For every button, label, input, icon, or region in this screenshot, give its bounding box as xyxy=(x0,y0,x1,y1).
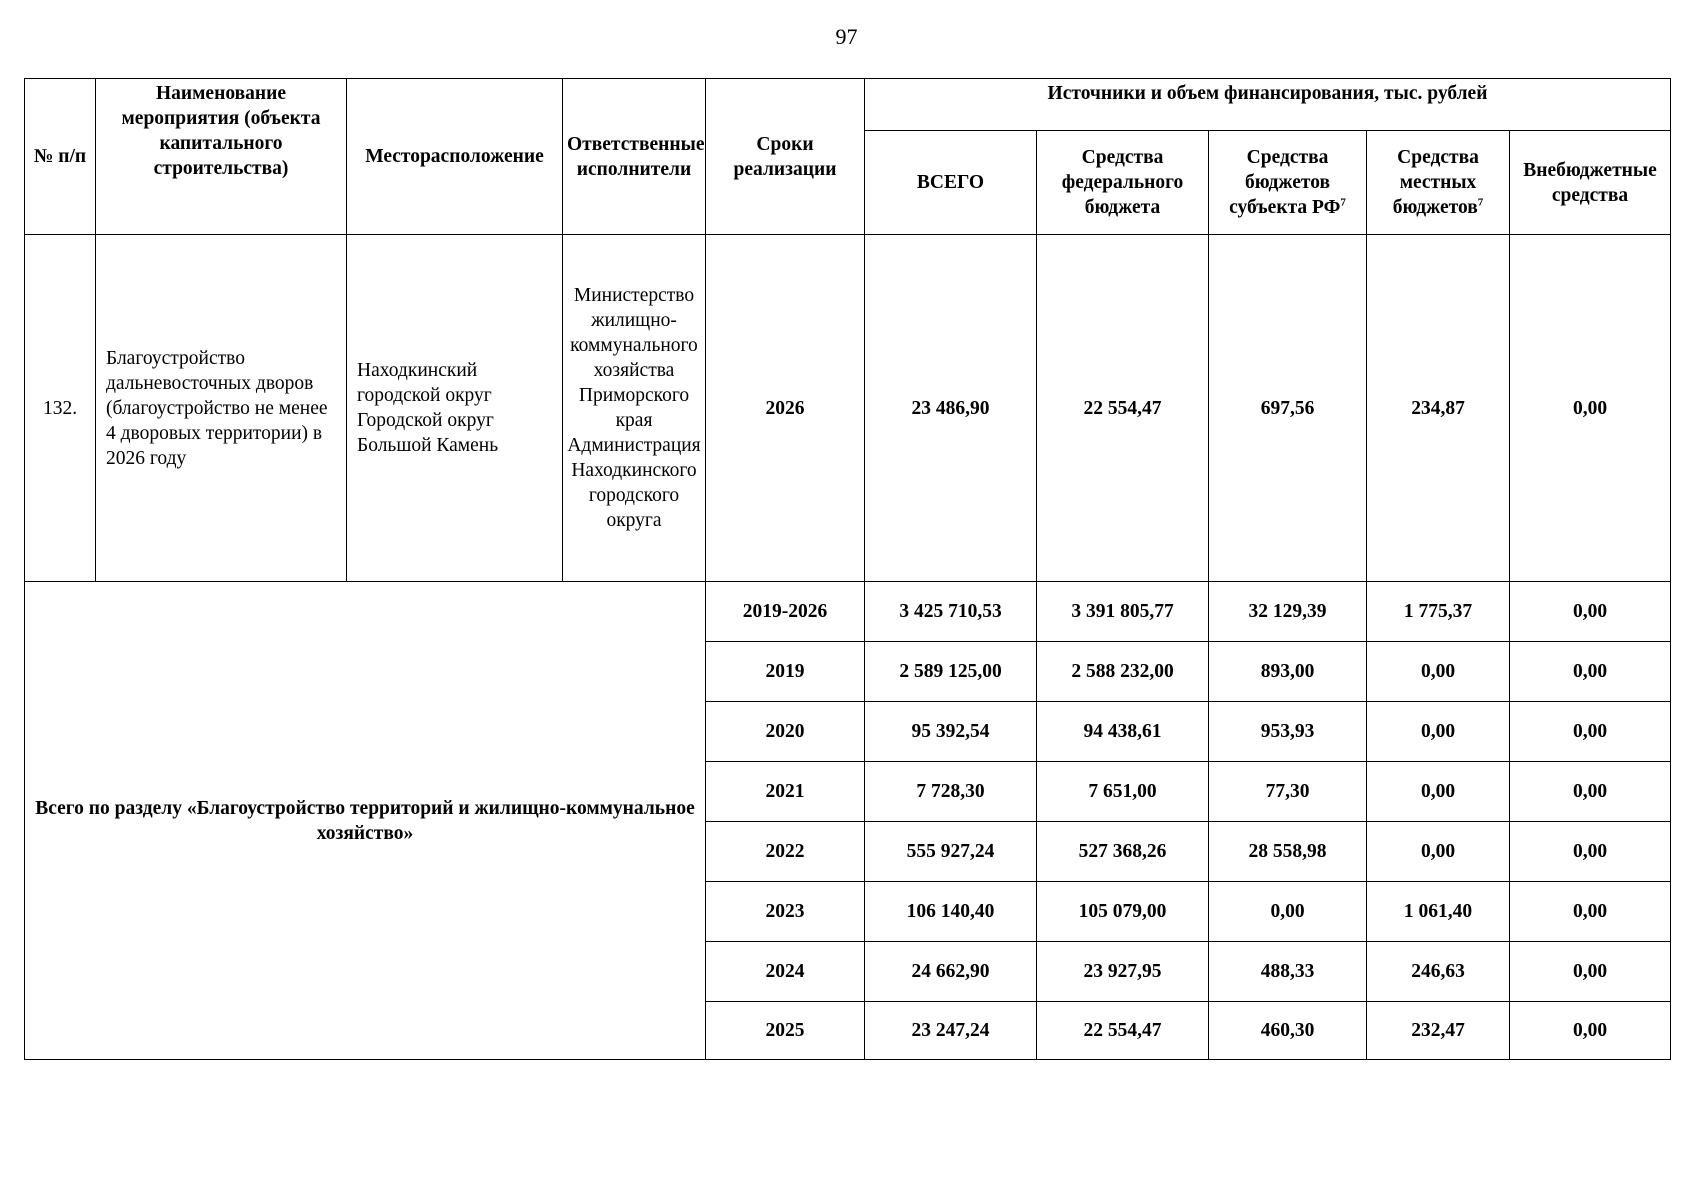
total-period: 2025 xyxy=(706,1002,865,1060)
total-extra: 0,00 xyxy=(1510,822,1671,882)
total-federal: 105 079,00 xyxy=(1037,882,1209,942)
row-period: 2026 xyxy=(706,235,865,582)
total-federal: 3 391 805,77 xyxy=(1037,582,1209,642)
header-regional: Средства бюджетов субъекта $РФ^7$ xyxy=(1209,131,1367,235)
header-row-1 xyxy=(25,79,1671,131)
total-period: 2022 xyxy=(706,822,865,882)
total-total: 555 927,24 xyxy=(865,822,1037,882)
total-local: 1 061,40 xyxy=(1367,882,1510,942)
header-sources: Источники и объем финансирования, тыс. рублей xyxy=(865,79,1671,131)
total-regional: 893,00 xyxy=(1209,642,1367,702)
total-total: 24 662,90 xyxy=(865,942,1037,1002)
total-total: 106 140,40 xyxy=(865,882,1037,942)
header-name: Наименование мероприятия (объекта капитального строительства) xyxy=(96,79,347,235)
total-extra: 0,00 xyxy=(1510,1002,1671,1060)
total-regional: 77,30 xyxy=(1209,762,1367,822)
header-location: Месторасположение xyxy=(347,79,563,235)
total-extra: 0,00 xyxy=(1510,762,1671,822)
total-local: 1 775,37 xyxy=(1367,582,1510,642)
total-local: 0,00 xyxy=(1367,702,1510,762)
total-regional: 28 558,98 xyxy=(1209,822,1367,882)
total-regional: 32 129,39 xyxy=(1209,582,1367,642)
row-total: 23 486,90 xyxy=(865,235,1037,582)
total-period: 2019 xyxy=(706,642,865,702)
total-federal: 527 368,26 xyxy=(1037,822,1209,882)
total-row xyxy=(25,582,1671,642)
total-local: 232,47 xyxy=(1367,1002,1510,1060)
section-total-label: Всего по разделу «Благоустройство территорий и жилищно-коммунальное хозяйство» xyxy=(25,582,706,1060)
row-num: 132. xyxy=(25,235,96,582)
header-extra: Внебюджетные средства xyxy=(1510,131,1671,235)
total-period: 2019-2026 xyxy=(706,582,865,642)
row-responsible: Министерство жилищно-коммунального хозяйства Приморского края Администрация Находкинского городского округа xyxy=(563,235,706,582)
row-regional: 697,56 xyxy=(1209,235,1367,582)
header-period: Сроки реализации xyxy=(706,79,865,235)
header-num: № п/п xyxy=(25,79,96,235)
total-local: 0,00 xyxy=(1367,642,1510,702)
total-regional: 0,00 xyxy=(1209,882,1367,942)
total-period: 2024 xyxy=(706,942,865,1002)
total-local: 246,63 xyxy=(1367,942,1510,1002)
total-period: 2023 xyxy=(706,882,865,942)
page-number: 97 xyxy=(835,24,858,49)
total-total: 3 425 710,53 xyxy=(865,582,1037,642)
total-local: 0,00 xyxy=(1367,762,1510,822)
row-name: Благоустройство дальневосточных дворов (благоустройство не менее 4 дворовых территории) в 2026 году xyxy=(96,235,347,582)
header-responsible: Ответственные исполнители xyxy=(563,79,706,235)
table-row-132 xyxy=(25,235,1671,582)
total-period: 2020 xyxy=(706,702,865,762)
row-federal: 22 554,47 xyxy=(1037,235,1209,582)
total-extra: 0,00 xyxy=(1510,582,1671,642)
row-extra: 0,00 xyxy=(1510,235,1671,582)
total-extra: 0,00 xyxy=(1510,642,1671,702)
header-federal: Средства федерального бюджета xyxy=(1037,131,1209,235)
total-total: 2 589 125,00 xyxy=(865,642,1037,702)
total-federal: 2 588 232,00 xyxy=(1037,642,1209,702)
row-location: Находкинский городской округ Городской округ Большой Камень xyxy=(347,235,563,582)
total-federal: 7 651,00 xyxy=(1037,762,1209,822)
total-period: 2021 xyxy=(706,762,865,822)
total-extra: 0,00 xyxy=(1510,882,1671,942)
financing-table xyxy=(24,78,1671,1060)
total-federal: 94 438,61 xyxy=(1037,702,1209,762)
total-extra: 0,00 xyxy=(1510,942,1671,1002)
total-regional: 488,33 xyxy=(1209,942,1367,1002)
total-regional: 953,93 xyxy=(1209,702,1367,762)
total-federal: 23 927,95 xyxy=(1037,942,1209,1002)
total-regional: 460,30 xyxy=(1209,1002,1367,1060)
header-total: ВСЕГО xyxy=(865,131,1037,235)
total-total: 23 247,24 xyxy=(865,1002,1037,1060)
total-total: 95 392,54 xyxy=(865,702,1037,762)
total-federal: 22 554,47 xyxy=(1037,1002,1209,1060)
total-total: 7 728,30 xyxy=(865,762,1037,822)
header-local: Средства местных бюджетов$^7$ xyxy=(1367,131,1510,235)
total-local: 0,00 xyxy=(1367,822,1510,882)
row-local: 234,87 xyxy=(1367,235,1510,582)
total-extra: 0,00 xyxy=(1510,702,1671,762)
